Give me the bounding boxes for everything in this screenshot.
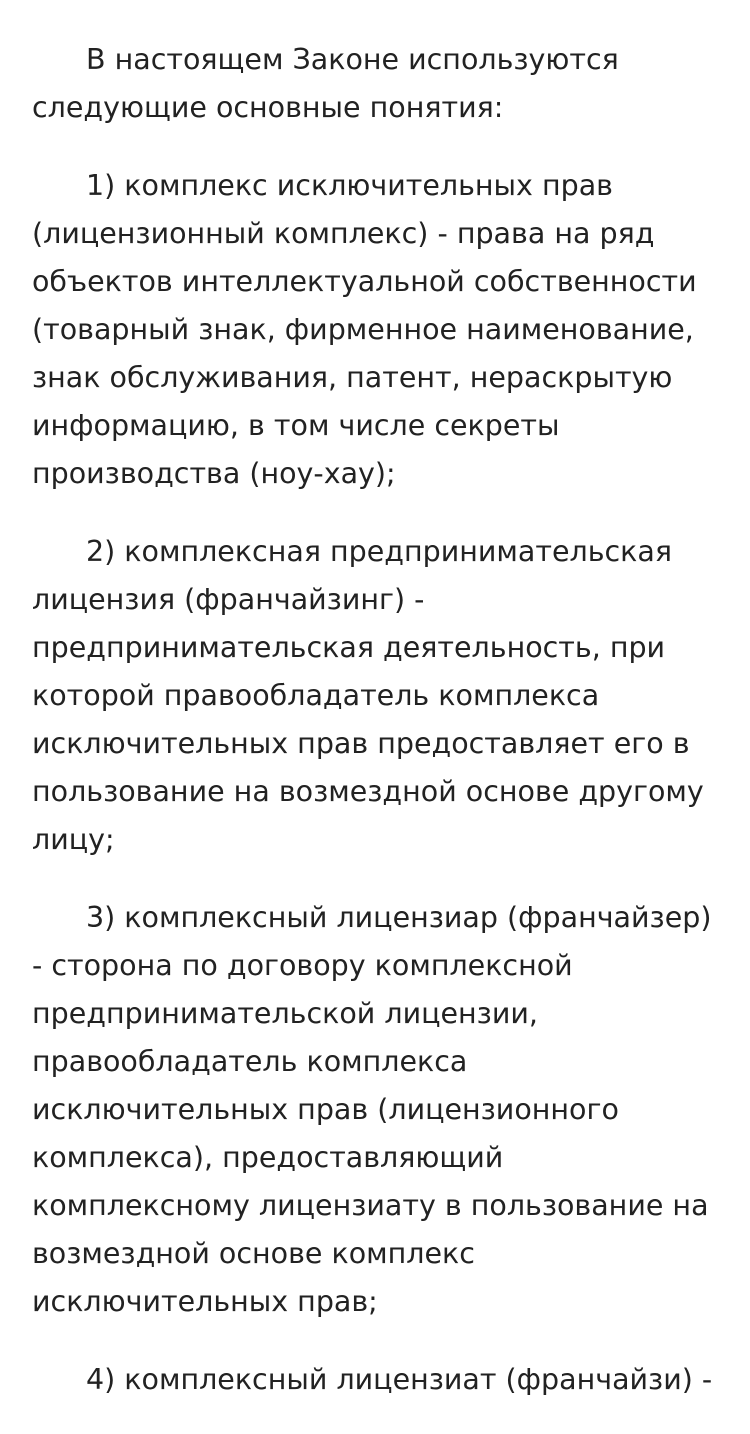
- document-body: [32, 36, 722, 1434]
- paragraph-definition-2: 2) комплексная предпринимательская лицензия (франчайзинг) - предпринимательская деятельность, при которой правообладатель комплекса исключительных прав предоставляет его в пользование на возмездной основе другому лицу;: [32, 535, 704, 856]
- paragraph-definition-3: 3) комплексный лицензиар (франчайзер) - сторона по договору комплексной предпринимательской лицензии, правообладатель комплекса исключительных прав (лицензионного комплекса), предоставляющий комплексному лицензиату в пользование на возмездной основе комплекс исключительных прав;: [32, 901, 712, 1318]
- paragraph-definition-4: 4) комплексный лицензиат (франчайзи) -: [86, 1363, 713, 1396]
- paragraph-definition-1: 1) комплекс исключительных прав (лицензионный комплекс) - права на ряд объектов интеллектуальной собственности (товарный знак, фирменное наименование, знак обслуживания, патент, нераскрытую информацию, в том числе секреты производства (ноу-хау);: [32, 169, 697, 490]
- paragraph-intro: В настоящем Законе используются следующие основные понятия:: [32, 43, 619, 124]
